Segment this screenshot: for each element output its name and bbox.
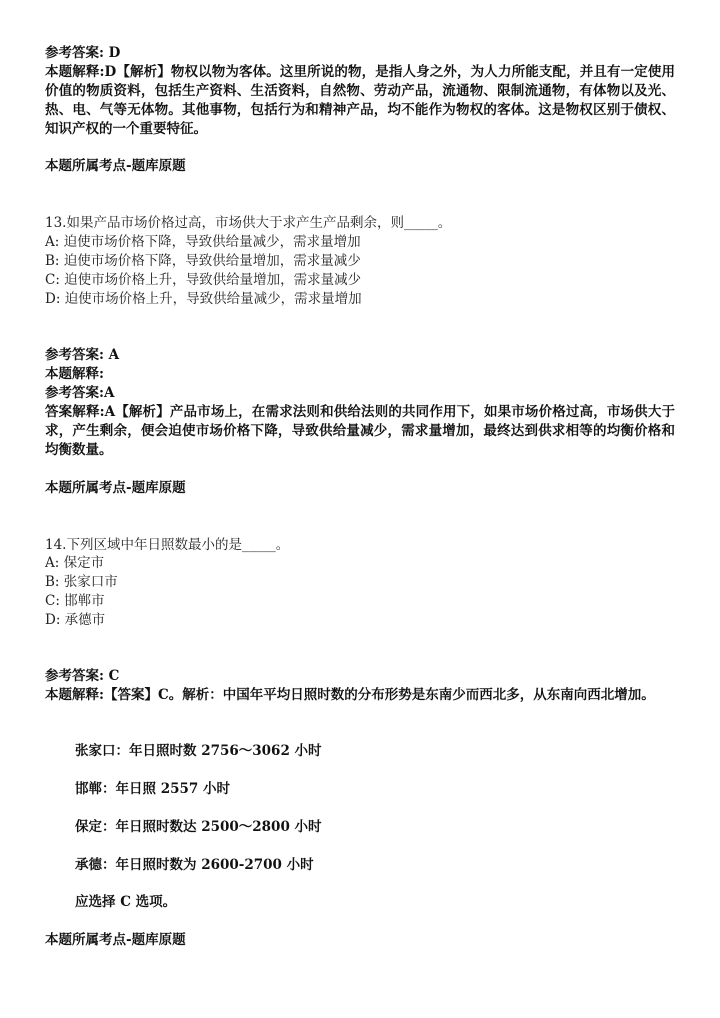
- option-a: A: 迫使市场价格下降，导致供给量减少，需求量增加: [45, 234, 361, 250]
- source-note: 本题所属考点-题库原题: [45, 158, 186, 174]
- answer-explanation-paragraph: 答案解释:A【解析】产品市场上，在需求法则和供给法则的共同作用下，如果市场价格过高，市场供大于求，产生剩余，便会迫使市场价格下降，导致供给量减少，需求量增加，最终达到供求相等的均衡价格和均衡数量。: [45, 404, 675, 458]
- explanation-paragraph: 本题解释:【答案】C。解析：中国年平均日照时数的分布形势是东南少而西北多，从东南向西北增加。: [45, 687, 655, 703]
- conclusion-line: 应选择 C 选项。: [75, 894, 177, 910]
- detail-line: 张家口：年日照时数 2756～3062 小时: [75, 743, 322, 759]
- option-c: C: 迫使市场价格上升，导致供给量增加，需求量减少: [45, 272, 362, 288]
- explanation-label: 本题解释:: [45, 366, 104, 382]
- option-b: B: 张家口市: [45, 574, 118, 590]
- source-note: 本题所属考点-题库原题: [45, 932, 186, 948]
- answer-line: 参考答案: A: [45, 347, 120, 363]
- detail-line: 承德：年日照时数为 2600-2700 小时: [75, 857, 314, 873]
- option-c: C: 邯郸市: [45, 593, 105, 609]
- question-stem: 13.如果产品市场价格过高，市场供大于求产生产品剩余，则_____。: [45, 215, 452, 231]
- option-d: D: 迫使市场价格上升，导致供给量减少，需求量增加: [45, 291, 362, 307]
- option-b: B: 迫使市场价格下降，导致供给量增加，需求量减少: [45, 253, 361, 269]
- option-d: D: 承德市: [45, 612, 106, 628]
- question-stem: 14.下列区域中年日照数最小的是_____。: [45, 537, 290, 553]
- option-a: A: 保定市: [45, 555, 105, 571]
- answer-line: 参考答案: D: [45, 45, 121, 61]
- source-note: 本题所属考点-题库原题: [45, 480, 186, 496]
- detail-line: 保定：年日照时数达 2500～2800 小时: [75, 819, 322, 835]
- answer-line-2: 参考答案:A: [45, 385, 115, 401]
- explanation-paragraph: 本题解释:D【解析】物权以物为客体。这里所说的物，是指人身之外，为人力所能支配，并且有一定使用价值的物质资料，包括生产资料、生活资料，自然物、劳动产品，流通物、限制流通物，有体物以及光、热、电、气等无体物。其他事物，包括行为和精神产品，均不能作为物权的客体。这是物权区别于债权、知识产权的一个重要特征。: [45, 64, 675, 137]
- detail-line: 邯郸：年日照 2557 小时: [75, 781, 230, 797]
- answer-line: 参考答案: C: [45, 668, 120, 684]
